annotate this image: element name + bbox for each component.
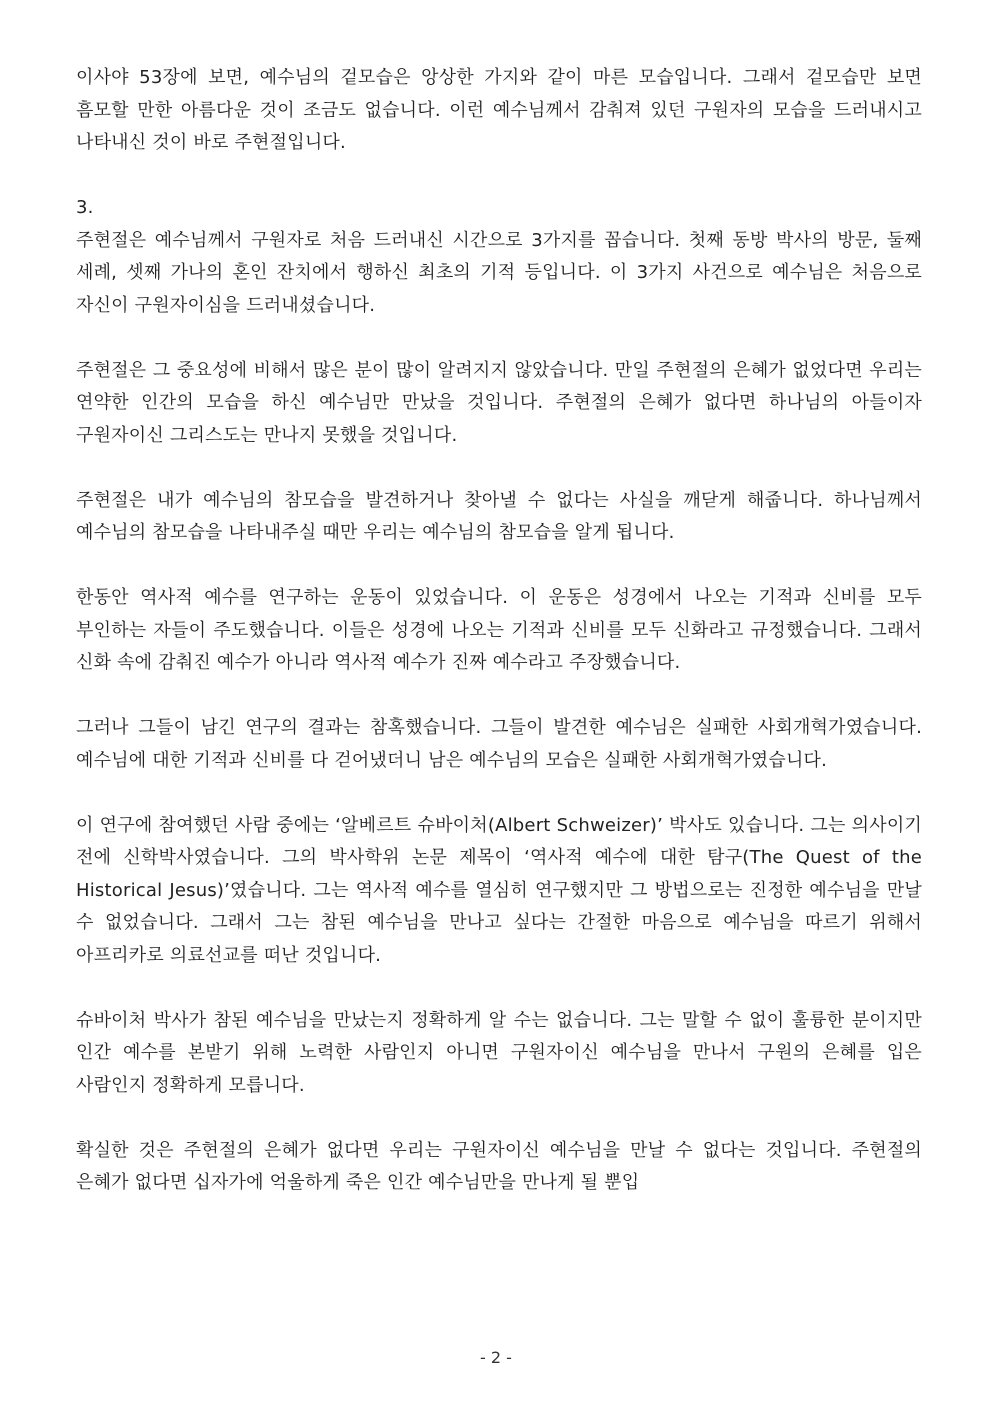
- paragraph-intro: 이사야 53장에 보면, 예수님의 겉모습은 앙상한 가지와 같이 마른 모습입니다. 그래서 겉모습만 보면 흠모할 만한 아름다운 것이 조금도 없습니다. 이런 예수님께서 감춰져 있던 구원자의 모습을 드러내시고 나타내신 것이 바로 주현절입니다.: [76, 67, 922, 153]
- section-number: 3.: [76, 197, 94, 218]
- page-number: - 2 -: [480, 1348, 512, 1367]
- paragraph: 주현절은 내가 예수님의 참모습을 발견하거나 찾아낼 수 없다는 사실을 깨닫게 해줍니다. 하나님께서 예수님의 참모습을 나타내주실 때만 우리는 예수님의 참모습을 알게 됩니다.: [76, 489, 922, 543]
- paragraph: 한동안 역사적 예수를 연구하는 운동이 있었습니다. 이 운동은 성경에서 나오는 기적과 신비를 모두 부인하는 자들이 주도했습니다. 이들은 성경에 나오는 기적과 신비를 모두 신화라고 규정했습니다. 그래서 신화 속에 감춰진 예수가 아니라 역사적 예수가 진짜 예수라고 주장했습니다.: [76, 587, 922, 673]
- paragraph: 이 연구에 참여했던 사람 중에는 ‘알베르트 슈바이처(Albert Schweizer)’ 박사도 있습니다. 그는 의사이기 전에 신학박사였습니다. 그의 박사학위 논문 제목이 ‘역사적 예수에 대한 탐구(The Quest of the Historical Jesus)’였습니다. 그는 역사적 예수를 열심히 연구했지만 그 방법으로는 진정한 예수님을 만날 수 없었습니다. 그래서 그는 참된 예수님을 만나고 싶다는 간절한 마음으로 예수님을 따르기 위해서 아프리카로 의료선교를 떠난 것입니다.: [76, 814, 922, 966]
- paragraph: 주현절은 그 중요성에 비해서 많은 분이 많이 알려지지 않았습니다. 만일 주현절의 은혜가 없었다면 우리는 연약한 인간의 모습을 하신 예수님만 만났을 것입니다. 주현절의 은혜가 없다면 하나님의 아들이자 구원자이신 그리스도는 만나지 못했을 것입니다.: [76, 359, 922, 446]
- paragraph: 그러나 그들이 남긴 연구의 결과는 참혹했습니다. 그들이 발견한 예수님은 실패한 사회개혁가였습니다. 예수님에 대한 기적과 신비를 다 걷어냈더니 남은 예수님의 모습은 실패한 사회개혁가였습니다.: [76, 717, 922, 771]
- paragraph: 슈바이처 박사가 참된 예수님을 만났는지 정확하게 알 수는 없습니다. 그는 말할 수 없이 훌륭한 분이지만 인간 예수를 본받기 위해 노력한 사람인지 아니면 구원자이신 예수님을 만나서 구원의 은혜를 입은 사람인지 정확하게 모릅니다.: [76, 1009, 922, 1096]
- document-body: [76, 62, 922, 1200]
- paragraph: 확실한 것은 주현절의 은혜가 없다면 우리는 구원자이신 예수님을 만날 수 없다는 것입니다. 주현절의 은혜가 없다면 십자가에 억울하게 죽은 인간 예수님만을 만나게 될 뿐입: [76, 1139, 922, 1193]
- paragraph: 주현절은 예수님께서 구원자로 처음 드러내신 시간으로 3가지를 꼽습니다. 첫째 동방 박사의 방문, 둘째 세례, 셋째 가나의 혼인 잔치에서 행하신 최초의 기적 등입니다. 이 3가지 사건으로 예수님은 처음으로 자신이 구원자이심을 드러내셨습니다.: [76, 229, 922, 316]
